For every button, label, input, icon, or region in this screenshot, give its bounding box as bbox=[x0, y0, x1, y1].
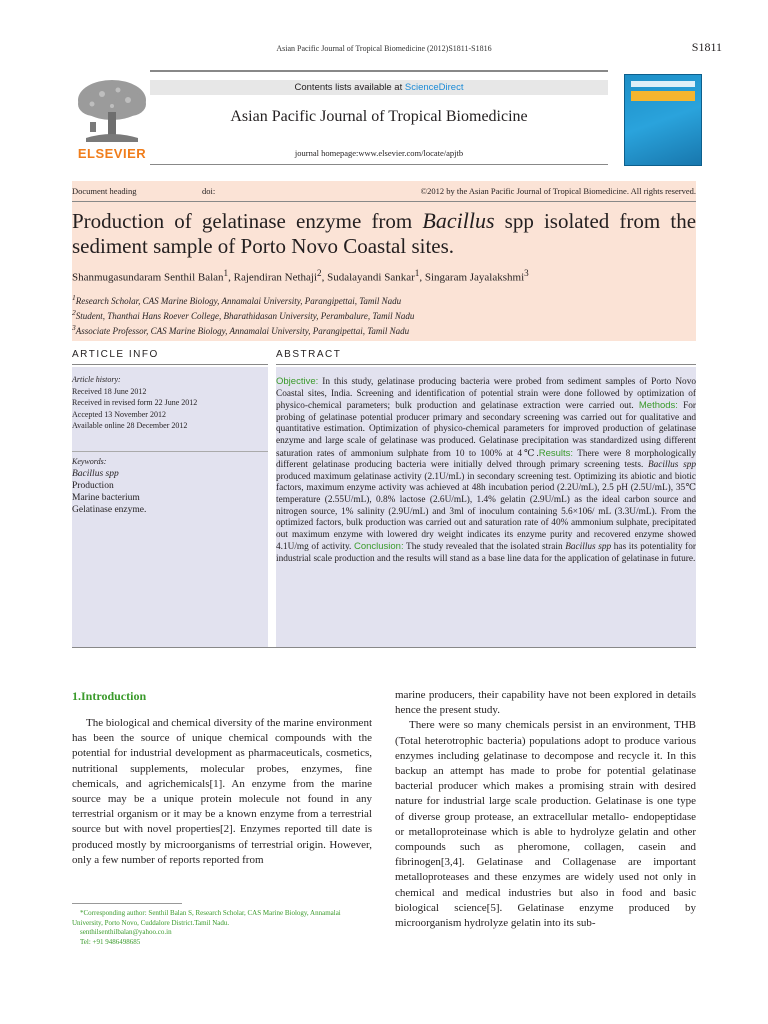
masthead-bottom-rule bbox=[150, 164, 608, 165]
section-heading-introduction: 1.Introduction bbox=[72, 689, 147, 703]
paragraph: There were so many chemicals persist in an environment, THB (Total heterotrophic bacteria) populations adopt to produce various enzymes including gelatinase to decompose and recycle it. In this backup an attempt has made to probe for potential gelatinase bacterial producer which makes a promising strain with desired nature for industrial large scale production. Gelatinase is one type of diverse group protease, an extracellular metallo- endopeptidase or metalloproteinase which is able to hydrolyze gelatin and other compounds such as pheromone, collagen, casein and fibrinogen[3,4]. Gelatinase and Collagenase are important metalloproteases and these enzymes are widely used not only in chemical and medical industries but also in food and basic biological science[5]. Gelatinase enzyme produced by microorganism hydrolyze gelatin into its sub- bbox=[395, 719, 696, 930]
body-column-right bbox=[395, 688, 696, 931]
paragraph: The biological and chemical diversity of the marine environment has been the source of unique chemical compounds with the potential for industrial development as pharmaceuticals, cosmetics, nutritional supplements, molecular probes, enzymes, fine chemicals, and agrichemicals[1]. An enzyme from the marine source may be a unique protein molecule not found in any terrestrial organism or it may be a known enzyme from a terrestrial source but with novel properties[2]. Enzymes reported till date is produced mostly by microorganisms of terrestrial origin. However, only a few number of reports reported from bbox=[72, 717, 372, 866]
frontmatter-bottom-rule bbox=[72, 647, 696, 648]
doi-label: doi: bbox=[202, 186, 216, 196]
keywords: Keywords: Bacillus spp Production Marine bacterium Gelatinase enzyme. bbox=[72, 457, 147, 515]
abstract-heading: ABSTRACT bbox=[276, 349, 342, 360]
copyright-notice: ©2012 by the Asian Pacific Journal of Tropical Biomedicine. All rights reserved. bbox=[420, 186, 696, 196]
body-column-left bbox=[72, 716, 372, 868]
paragraph: marine producers, their capability have not been explored in details hence the present study. bbox=[395, 689, 696, 717]
contents-banner bbox=[150, 80, 608, 95]
running-head: Asian Pacific Journal of Tropical Biomedicine (2012)S1811-S1816 bbox=[276, 44, 492, 53]
title-block-rule bbox=[72, 201, 696, 202]
journal-cover-image bbox=[624, 74, 702, 166]
abstract-rule bbox=[276, 364, 696, 365]
footnote-rule bbox=[72, 903, 182, 904]
masthead-top-rule bbox=[150, 70, 608, 72]
article-info-heading: ARTICLE INFO bbox=[72, 349, 159, 360]
abstract-text: Objective: In this study, gelatinase producing bacteria were probed from sediment samples of Porto Novo Coastal sites, India. Screening and identification of potential strain were done followed by optimization of physico-chemical parameters; bulk production and gelatinase extraction were carried out. Methods: For probing of gelatinase potential producer primary and secondary screening was carried out for qualitative and quantitative estimation. Optimization of physico-chemical parameters for improved production of gelatinase enzyme and large scale of gelatinase was produced. Gelatinase precipitation was standardized using different saturation rates of ammonium sulphate from 10 to 100% at 4℃.Results: There were 8 morphologically different gelatinase producing bacteria were initially delved through primary screening tests. Bacillus spp produced maximum gelatinase activity (2.1U/mL) in secondary screening test. Optimizing its abiotic and biotic factors, maximum enzyme activity was achieved at 48h incubation period (2.2U/mL), 2.5 pH (2.5U/mL), 35℃ temperature (2.55U/mL), 0.8% lactose (2.6U/mL), 1.4% gelatin (2.9U/mL) as the ideal carbon source and nitrogen source, 1% salinity (2.9U/mL) and 3ml of inoculum containing 5.6×106/ mL (3.3U/mL). From the optimized factors, bulk production was carried out and saturation rate of 40% ammonium sulphate, precipitated out maximum enzyme with lowered dry weight indicates its enzyme purity and recovered enzyme showed 4.1U/mg of activity. Conclusion: The study revealed that the isolated strain Bacillus spp has its potentiality for industrial scale production and the results will stand as a base line data for the application of gelatinase in future. bbox=[276, 376, 696, 564]
affiliation: $^2$Student, Thanthai Hans Roever College, Bharathidasan University, Perambalure, Tamil Nadu bbox=[72, 308, 415, 321]
sciencedirect-link[interactable]: ScienceDirect bbox=[404, 82, 464, 93]
article-info-rule bbox=[72, 364, 268, 365]
article-title: Production of gelatinase enzyme from Bacillus spp isolated from the sediment sample of Porto Novo Coastal sites. bbox=[72, 208, 697, 258]
page-number: S1811 bbox=[691, 40, 722, 54]
journal-title: Asian Pacific Journal of Tropical Biomedicine bbox=[230, 108, 528, 125]
keywords-rule bbox=[72, 451, 268, 452]
journal-homepage-link[interactable]: journal homepage:www.elsevier.com/locate/apjtb bbox=[294, 148, 464, 158]
affiliation: $^3$Associate Professor, CAS Marine Biology, Annamalai University, Parangipettai, Tamil Nadu bbox=[72, 323, 410, 336]
publisher-wordmark: ELSEVIER bbox=[77, 146, 147, 161]
contents-prefix: Contents lists available at bbox=[294, 82, 405, 93]
author-list: Shanmugasundaram Senthil Balan$^1$, Rajendiran Nethaji$^2$, Sudalayandi Sankar$^1$, Singaram Jayalakshmi$^3$ bbox=[72, 268, 529, 284]
author-email: senthilsenthilbalan@yahoo.co.in bbox=[80, 928, 172, 937]
affiliation: $^1$Research Scholar, CAS Marine Biology, Annamalai University, Parangipettai, Tamil Nadu bbox=[72, 293, 402, 306]
affiliations bbox=[72, 292, 696, 337]
document-heading: Document heading bbox=[72, 186, 137, 196]
corresponding-author-footnote: *Corresponding author: Senthil Balan S, Research Scholar, CAS Marine Biology, Annamalai University, Porto Novo, Cuddalore District.Tamil Nadu. senthilsenthilbalan@yahoo.co.in Tel: +91 9486498685 bbox=[72, 909, 372, 947]
article-history: Article history: Received 18 June 2012 Received in revised form 22 June 2012 Accepted 13 November 2012 Available online 28 December 2012 bbox=[72, 375, 198, 430]
